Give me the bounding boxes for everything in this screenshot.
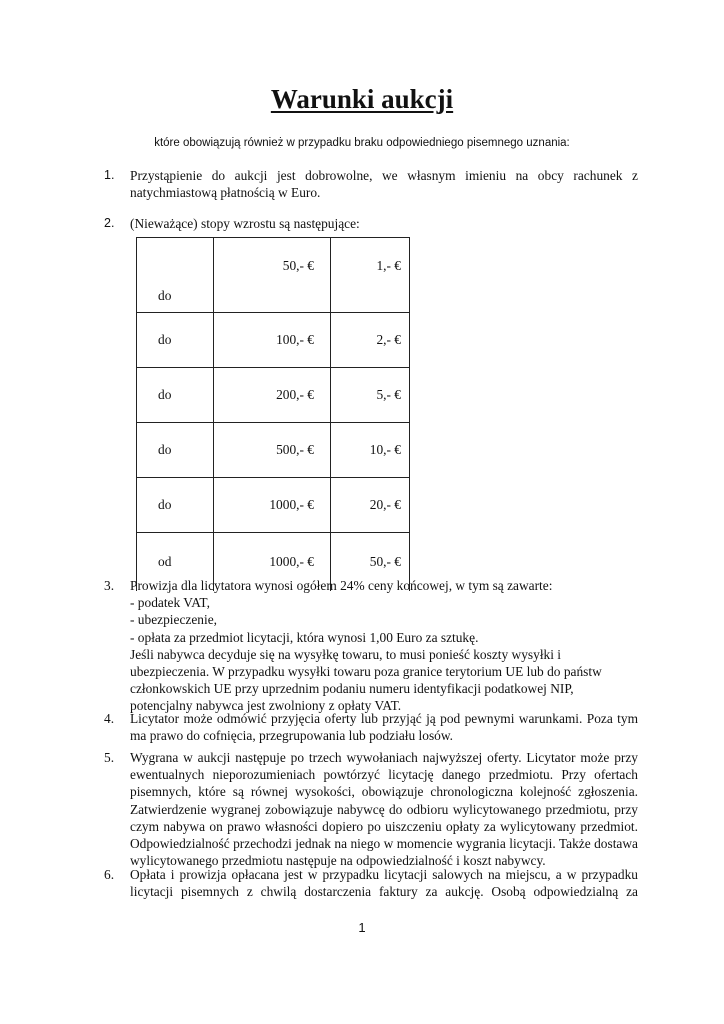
document-title: Warunki aukcji	[270, 84, 454, 114]
list-item-5	[106, 749, 638, 869]
item-line: ewentualnych nieporozumieniach powtórzyć licytację danego przedmiotu. Przy ofertach	[130, 767, 638, 783]
table-row	[137, 478, 410, 533]
document-subtitle: które obowiązują również w przypadku braku odpowiedniego pisemnego uznania:	[154, 137, 570, 149]
table-cell-limit: 1000,- €	[214, 533, 331, 592]
table-row	[137, 313, 410, 368]
item-line: - ubezpieczenie,	[130, 612, 217, 628]
item-line: - podatek VAT,	[130, 595, 210, 611]
item-line: wylicytowanego przedmiotu następuje na odpowiedzialność i koszt nabywcy.	[130, 853, 546, 869]
table-cell-prefix: od	[137, 533, 214, 592]
table-cell-step: 5,- €	[331, 368, 410, 423]
table-cell-step: 1,- €	[331, 238, 410, 313]
item-line: Licytator może odmówić przyjęcia oferty lub przyjąć ją pod pewnymi warunkami. Poza tym	[130, 711, 638, 726]
item-line: (Nieważące) stopy wzrostu są następujące:	[130, 216, 360, 231]
list-item-1	[106, 167, 638, 201]
item-line: Zatwierdzenie wygranej zobowiązuje nabywcę do odbioru wylicytowanego przedmiotu, przy	[130, 801, 638, 817]
item-line: ma prawo do cofnięcia, przegrupowania lub podziału losów.	[130, 728, 454, 744]
item-line: Jeśli nabywca decyduje się na wysyłkę towaru, to musi ponieść koszty wysyłki i	[130, 646, 562, 662]
list-item-3	[106, 577, 638, 715]
item-line: Przystąpienie do aukcji jest dobrowolne, we własnym imieniu na obcy rachunek z	[130, 168, 638, 183]
table-cell-prefix: do	[137, 313, 214, 368]
table-row	[137, 368, 410, 423]
table-cell-step: 50,- €	[331, 533, 410, 592]
item-line: ubezpieczenia. W przypadku wysyłki towaru poza granice terytorium UE lub do państw	[130, 664, 602, 680]
table-row	[137, 238, 410, 313]
item-line: czym nabywa on prawo własności dopiero po uiszczeniu opłaty za wylicytowany przedmiot.	[130, 818, 638, 834]
page-number: 1	[358, 920, 366, 935]
item-line: natychmiastową płatnością w Euro.	[130, 185, 321, 201]
item-number: 2.	[104, 216, 115, 230]
table-cell-step: 10,- €	[331, 423, 410, 478]
item-number: 4.	[104, 711, 115, 726]
bid-increment-table	[136, 237, 410, 591]
table-cell-limit: 100,- €	[214, 313, 331, 368]
table-cell-step: 2,- €	[331, 313, 410, 368]
list-item-2	[106, 215, 638, 232]
item-number: 5.	[104, 750, 115, 765]
table-cell-prefix: do	[137, 368, 214, 423]
table-cell-prefix: do	[137, 478, 214, 533]
table-cell-prefix: do	[137, 238, 214, 313]
item-line: pisemnych, które są równej wysokości, obowiązuje chronologiczna kolejność zgłoszenia.	[130, 784, 638, 800]
list-item-6	[106, 866, 638, 900]
table-cell-limit: 50,- €	[214, 238, 331, 313]
item-line: Wygrana w aukcji następuje po trzech wywołaniach najwyższej oferty. Licytator może przy	[130, 750, 638, 765]
item-line: - opłata za przedmiot licytacji, która wynosi 1,00 Euro za sztukę.	[130, 629, 479, 645]
table-cell-limit: 1000,- €	[214, 478, 331, 533]
item-line: Prowizja dla licytatora wynosi ogółem 24% ceny końcowej, w tym są zawarte:	[130, 578, 553, 593]
item-line: Opłata i prowizja opłacana jest w przypadku licytacji salowych na miejscu, a w przypadku	[130, 867, 638, 882]
item-line: członkowskich UE przy uprzednim podaniu numeru identyfikacji podatkowej NIP,	[130, 681, 574, 697]
list-item-4	[106, 710, 638, 744]
table-cell-step: 20,- €	[331, 478, 410, 533]
table-cell-limit: 500,- €	[214, 423, 331, 478]
table-cell-limit: 200,- €	[214, 368, 331, 423]
table-cell-prefix: do	[137, 423, 214, 478]
item-line: licytacji pisemnych z chwilą dostarczenia faktury za aukcję. Osobą odpowiedzialną za	[130, 884, 638, 900]
item-number: 3.	[104, 578, 115, 593]
item-line: Odpowiedzialność przechodzi jednak na niego w momencie wygrania licytacji. Także dostawa	[130, 836, 638, 852]
item-number: 6.	[104, 867, 115, 882]
item-number: 1.	[104, 168, 115, 182]
table-row	[137, 423, 410, 478]
item-line: potencjalny nabywca jest zwolniony z opłaty VAT.	[130, 698, 402, 714]
